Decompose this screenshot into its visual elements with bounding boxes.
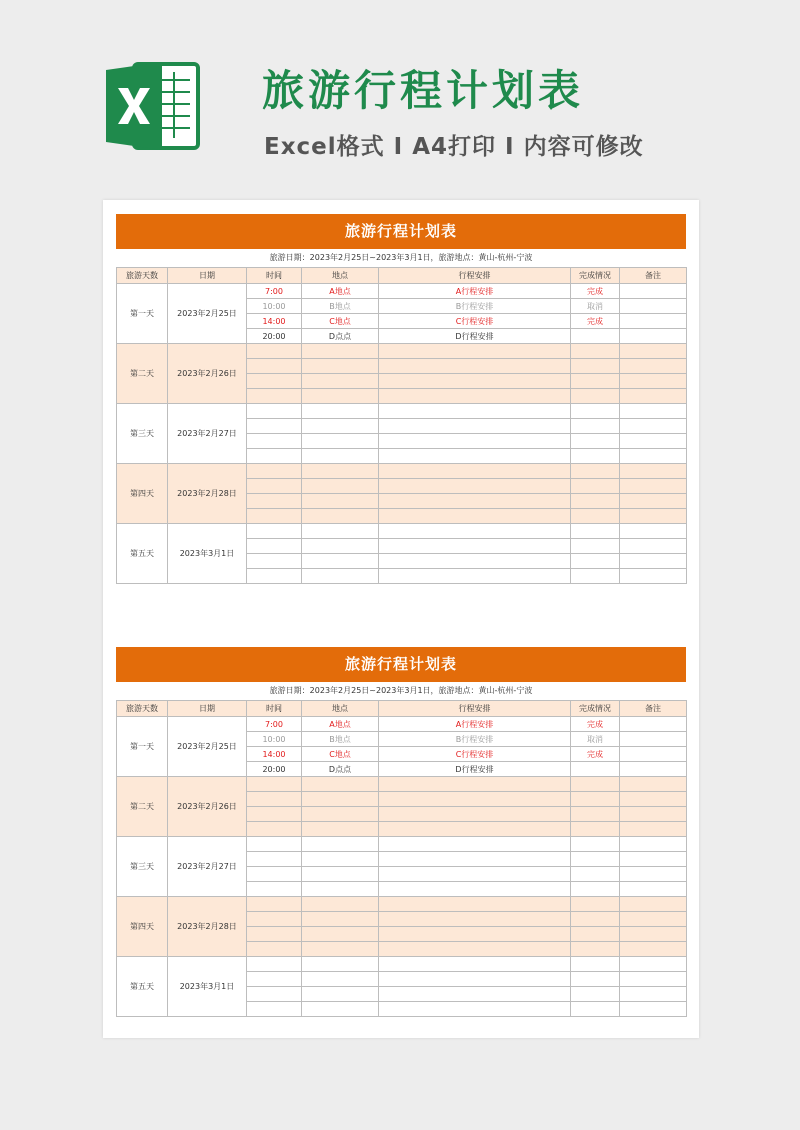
sheet-info: 旅游日期：2023年2月25日~2023年3月1日，旅游地点：黄山-杭州-宁波 <box>269 686 533 695</box>
column-header: 地点 <box>302 701 379 717</box>
place-cell[interactable] <box>302 987 379 1002</box>
status-cell[interactable]: 取消 <box>571 299 620 314</box>
plan-cell[interactable] <box>379 509 571 524</box>
place-cell[interactable]: C地点 <box>302 747 379 762</box>
plan-cell[interactable]: B行程安排 <box>379 732 571 747</box>
time-cell[interactable] <box>247 867 302 882</box>
note-cell[interactable] <box>620 912 687 927</box>
note-cell[interactable] <box>620 359 687 374</box>
time-cell[interactable] <box>247 359 302 374</box>
time-cell[interactable] <box>247 987 302 1002</box>
place-cell[interactable] <box>302 912 379 927</box>
status-cell[interactable] <box>571 762 620 777</box>
time-cell[interactable] <box>247 852 302 867</box>
day-cell[interactable]: 第三天 <box>117 404 168 464</box>
note-cell[interactable] <box>620 434 687 449</box>
note-cell[interactable] <box>620 807 687 822</box>
place-cell[interactable] <box>302 882 379 897</box>
day-cell[interactable]: 第四天 <box>117 897 168 957</box>
note-cell[interactable] <box>620 1002 687 1017</box>
plan-cell[interactable] <box>379 389 571 404</box>
note-cell[interactable] <box>620 927 687 942</box>
plan-cell[interactable]: A行程安排 <box>379 717 571 732</box>
column-header: 完成情况 <box>571 701 620 717</box>
note-cell[interactable] <box>620 852 687 867</box>
note-cell[interactable] <box>620 717 687 732</box>
page-title: 旅游行程计划表 <box>262 66 585 115</box>
plan-cell[interactable] <box>379 449 571 464</box>
note-cell[interactable] <box>620 479 687 494</box>
plan-cell[interactable] <box>379 1002 571 1017</box>
time-cell[interactable] <box>247 419 302 434</box>
note-cell[interactable] <box>620 404 687 419</box>
date-cell[interactable]: 2023年3月1日 <box>168 957 247 1017</box>
page-subtitle: Excel格式 I A4打印 I 内容可修改 <box>264 134 644 160</box>
status-cell[interactable] <box>571 792 620 807</box>
status-cell[interactable] <box>571 1002 620 1017</box>
place-cell[interactable]: D点点 <box>302 329 379 344</box>
status-cell[interactable] <box>571 807 620 822</box>
plan-cell[interactable] <box>379 807 571 822</box>
status-cell[interactable]: 完成 <box>571 314 620 329</box>
column-header: 地点 <box>302 268 379 284</box>
table-row <box>117 837 687 852</box>
status-cell[interactable] <box>571 777 620 792</box>
table-row <box>117 777 687 792</box>
column-header: 时间 <box>247 701 302 717</box>
status-cell[interactable] <box>571 912 620 927</box>
status-cell[interactable] <box>571 927 620 942</box>
place-cell[interactable] <box>302 1002 379 1017</box>
plan-cell[interactable] <box>379 957 571 972</box>
note-cell[interactable] <box>620 299 687 314</box>
sheet-title: 旅游行程计划表 <box>116 214 686 249</box>
status-cell[interactable] <box>571 434 620 449</box>
place-cell[interactable] <box>302 972 379 987</box>
itinerary-table <box>116 267 687 584</box>
status-cell[interactable] <box>571 987 620 1002</box>
place-cell[interactable]: A地点 <box>302 284 379 299</box>
time-cell[interactable]: 14:00 <box>247 314 302 329</box>
column-header: 备注 <box>620 701 687 717</box>
note-cell[interactable] <box>620 762 687 777</box>
time-cell[interactable] <box>247 897 302 912</box>
note-cell[interactable] <box>620 389 687 404</box>
plan-cell[interactable] <box>379 344 571 359</box>
plan-cell[interactable] <box>379 987 571 1002</box>
plan-cell[interactable] <box>379 972 571 987</box>
status-cell[interactable] <box>571 479 620 494</box>
table-row <box>117 717 687 732</box>
time-cell[interactable] <box>247 822 302 837</box>
note-cell[interactable] <box>620 284 687 299</box>
plan-cell[interactable] <box>379 479 571 494</box>
place-cell[interactable] <box>302 494 379 509</box>
status-cell[interactable] <box>571 404 620 419</box>
place-cell[interactable] <box>302 554 379 569</box>
plan-cell[interactable] <box>379 539 571 554</box>
plan-cell[interactable]: D行程安排 <box>379 329 571 344</box>
plan-cell[interactable]: C行程安排 <box>379 747 571 762</box>
itinerary-sheet <box>116 214 686 584</box>
table-row <box>117 957 687 972</box>
place-cell[interactable] <box>302 434 379 449</box>
time-cell[interactable] <box>247 539 302 554</box>
sheet-title: 旅游行程计划表 <box>116 647 686 682</box>
date-cell[interactable]: 2023年2月25日 <box>168 284 247 344</box>
time-cell[interactable] <box>247 494 302 509</box>
plan-cell[interactable] <box>379 897 571 912</box>
place-cell[interactable] <box>302 419 379 434</box>
place-cell[interactable]: C地点 <box>302 314 379 329</box>
header-row <box>117 268 687 284</box>
column-header: 日期 <box>168 268 247 284</box>
plan-cell[interactable] <box>379 852 571 867</box>
column-header: 时间 <box>247 268 302 284</box>
place-cell[interactable] <box>302 449 379 464</box>
status-cell[interactable]: 完成 <box>571 747 620 762</box>
status-cell[interactable] <box>571 359 620 374</box>
table-row <box>117 404 687 419</box>
day-cell[interactable]: 第五天 <box>117 524 168 584</box>
column-header: 日期 <box>168 701 247 717</box>
place-cell[interactable] <box>302 404 379 419</box>
time-cell[interactable]: 10:00 <box>247 732 302 747</box>
plan-cell[interactable] <box>379 464 571 479</box>
status-cell[interactable] <box>571 569 620 584</box>
status-cell[interactable] <box>571 509 620 524</box>
time-cell[interactable] <box>247 927 302 942</box>
place-cell[interactable] <box>302 807 379 822</box>
place-cell[interactable] <box>302 942 379 957</box>
plan-cell[interactable] <box>379 374 571 389</box>
column-header: 行程安排 <box>379 268 571 284</box>
column-header: 旅游天数 <box>117 268 168 284</box>
place-cell[interactable] <box>302 822 379 837</box>
note-cell[interactable] <box>620 329 687 344</box>
day-cell[interactable]: 第二天 <box>117 777 168 837</box>
date-cell[interactable]: 2023年3月1日 <box>168 524 247 584</box>
plan-cell[interactable] <box>379 912 571 927</box>
place-cell[interactable]: B地点 <box>302 299 379 314</box>
time-cell[interactable] <box>247 972 302 987</box>
table-row <box>117 897 687 912</box>
place-cell[interactable] <box>302 837 379 852</box>
time-cell[interactable] <box>247 942 302 957</box>
time-cell[interactable]: 7:00 <box>247 284 302 299</box>
note-cell[interactable] <box>620 897 687 912</box>
time-cell[interactable] <box>247 554 302 569</box>
table-row <box>117 464 687 479</box>
date-cell[interactable]: 2023年2月25日 <box>168 717 247 777</box>
plan-cell[interactable]: B行程安排 <box>379 299 571 314</box>
plan-cell[interactable]: A行程安排 <box>379 284 571 299</box>
place-cell[interactable]: D点点 <box>302 762 379 777</box>
status-cell[interactable] <box>571 897 620 912</box>
time-cell[interactable] <box>247 1002 302 1017</box>
note-cell[interactable] <box>620 464 687 479</box>
plan-cell[interactable] <box>379 822 571 837</box>
status-cell[interactable]: 完成 <box>571 717 620 732</box>
plan-cell[interactable] <box>379 419 571 434</box>
promo-header <box>0 0 800 200</box>
plan-cell[interactable] <box>379 554 571 569</box>
status-cell[interactable] <box>571 852 620 867</box>
time-cell[interactable] <box>247 389 302 404</box>
status-cell[interactable] <box>571 554 620 569</box>
time-cell[interactable]: 14:00 <box>247 747 302 762</box>
time-cell[interactable] <box>247 807 302 822</box>
date-cell[interactable]: 2023年2月28日 <box>168 464 247 524</box>
time-cell[interactable] <box>247 434 302 449</box>
time-cell[interactable] <box>247 837 302 852</box>
time-cell[interactable] <box>247 912 302 927</box>
plan-cell[interactable]: C行程安排 <box>379 314 571 329</box>
time-cell[interactable]: 20:00 <box>247 329 302 344</box>
time-cell[interactable]: 10:00 <box>247 299 302 314</box>
itinerary-table <box>116 700 687 1017</box>
note-cell[interactable] <box>620 524 687 539</box>
time-cell[interactable] <box>247 464 302 479</box>
place-cell[interactable] <box>302 464 379 479</box>
time-cell[interactable]: 20:00 <box>247 762 302 777</box>
plan-cell[interactable] <box>379 494 571 509</box>
note-cell[interactable] <box>620 554 687 569</box>
time-cell[interactable] <box>247 479 302 494</box>
place-cell[interactable] <box>302 867 379 882</box>
status-cell[interactable] <box>571 957 620 972</box>
plan-cell[interactable] <box>379 942 571 957</box>
status-cell[interactable]: 取消 <box>571 732 620 747</box>
status-cell[interactable] <box>571 344 620 359</box>
status-cell[interactable] <box>571 882 620 897</box>
note-cell[interactable] <box>620 957 687 972</box>
note-cell[interactable] <box>620 987 687 1002</box>
time-cell[interactable]: 7:00 <box>247 717 302 732</box>
status-cell[interactable] <box>571 449 620 464</box>
plan-cell[interactable] <box>379 882 571 897</box>
time-cell[interactable] <box>247 792 302 807</box>
note-cell[interactable] <box>620 449 687 464</box>
plan-cell[interactable] <box>379 359 571 374</box>
day-cell[interactable]: 第三天 <box>117 837 168 897</box>
plan-cell[interactable] <box>379 569 571 584</box>
status-cell[interactable] <box>571 389 620 404</box>
status-cell[interactable] <box>571 837 620 852</box>
place-cell[interactable] <box>302 569 379 584</box>
note-cell[interactable] <box>620 747 687 762</box>
status-cell[interactable] <box>571 972 620 987</box>
time-cell[interactable] <box>247 344 302 359</box>
table-row <box>117 284 687 299</box>
note-cell[interactable] <box>620 732 687 747</box>
note-cell[interactable] <box>620 822 687 837</box>
place-cell[interactable]: A地点 <box>302 717 379 732</box>
date-cell[interactable]: 2023年2月27日 <box>168 837 247 897</box>
status-cell[interactable] <box>571 419 620 434</box>
status-cell[interactable] <box>571 464 620 479</box>
plan-cell[interactable] <box>379 434 571 449</box>
place-cell[interactable] <box>302 792 379 807</box>
time-cell[interactable] <box>247 404 302 419</box>
day-cell[interactable]: 第一天 <box>117 284 168 344</box>
place-cell[interactable] <box>302 374 379 389</box>
table-row <box>117 344 687 359</box>
note-cell[interactable] <box>620 374 687 389</box>
day-cell[interactable]: 第五天 <box>117 957 168 1017</box>
note-cell[interactable] <box>620 882 687 897</box>
note-cell[interactable] <box>620 867 687 882</box>
column-header: 完成情况 <box>571 268 620 284</box>
note-cell[interactable] <box>620 314 687 329</box>
note-cell[interactable] <box>620 777 687 792</box>
day-cell[interactable]: 第四天 <box>117 464 168 524</box>
header-row <box>117 701 687 717</box>
status-cell[interactable]: 完成 <box>571 284 620 299</box>
status-cell[interactable] <box>571 822 620 837</box>
date-cell[interactable]: 2023年2月27日 <box>168 404 247 464</box>
place-cell[interactable] <box>302 852 379 867</box>
day-cell[interactable]: 第一天 <box>117 717 168 777</box>
note-cell[interactable] <box>620 344 687 359</box>
time-cell[interactable] <box>247 449 302 464</box>
place-cell[interactable] <box>302 524 379 539</box>
status-cell[interactable] <box>571 374 620 389</box>
note-cell[interactable] <box>620 972 687 987</box>
date-cell[interactable]: 2023年2月28日 <box>168 897 247 957</box>
plan-cell[interactable] <box>379 404 571 419</box>
plan-cell[interactable] <box>379 867 571 882</box>
place-cell[interactable] <box>302 539 379 554</box>
column-header: 旅游天数 <box>117 701 168 717</box>
place-cell[interactable] <box>302 897 379 912</box>
time-cell[interactable] <box>247 882 302 897</box>
plan-cell[interactable] <box>379 792 571 807</box>
date-cell[interactable]: 2023年2月26日 <box>168 344 247 404</box>
place-cell[interactable] <box>302 344 379 359</box>
excel-logo-icon <box>104 60 202 152</box>
time-cell[interactable] <box>247 777 302 792</box>
plan-cell[interactable] <box>379 524 571 539</box>
note-cell[interactable] <box>620 569 687 584</box>
place-cell[interactable] <box>302 927 379 942</box>
status-cell[interactable] <box>571 329 620 344</box>
note-cell[interactable] <box>620 419 687 434</box>
time-cell[interactable] <box>247 569 302 584</box>
plan-cell[interactable] <box>379 777 571 792</box>
plan-cell[interactable] <box>379 927 571 942</box>
place-cell[interactable] <box>302 509 379 524</box>
status-cell[interactable] <box>571 494 620 509</box>
time-cell[interactable] <box>247 509 302 524</box>
place-cell[interactable] <box>302 777 379 792</box>
place-cell[interactable] <box>302 957 379 972</box>
time-cell[interactable] <box>247 524 302 539</box>
note-cell[interactable] <box>620 942 687 957</box>
column-header: 备注 <box>620 268 687 284</box>
time-cell[interactable] <box>247 374 302 389</box>
sheet-info: 旅游日期：2023年2月25日~2023年3月1日，旅游地点：黄山-杭州-宁波 <box>269 253 533 262</box>
day-cell[interactable]: 第二天 <box>117 344 168 404</box>
place-cell[interactable]: B地点 <box>302 732 379 747</box>
note-cell[interactable] <box>620 494 687 509</box>
place-cell[interactable] <box>302 389 379 404</box>
time-cell[interactable] <box>247 957 302 972</box>
status-cell[interactable] <box>571 524 620 539</box>
status-cell[interactable] <box>571 942 620 957</box>
table-row <box>117 524 687 539</box>
itinerary-sheet <box>116 647 686 1017</box>
date-cell[interactable]: 2023年2月26日 <box>168 777 247 837</box>
plan-cell[interactable] <box>379 837 571 852</box>
note-cell[interactable] <box>620 509 687 524</box>
note-cell[interactable] <box>620 837 687 852</box>
note-cell[interactable] <box>620 792 687 807</box>
plan-cell[interactable]: D行程安排 <box>379 762 571 777</box>
place-cell[interactable] <box>302 359 379 374</box>
note-cell[interactable] <box>620 539 687 554</box>
place-cell[interactable] <box>302 479 379 494</box>
column-header: 行程安排 <box>379 701 571 717</box>
status-cell[interactable] <box>571 539 620 554</box>
status-cell[interactable] <box>571 867 620 882</box>
